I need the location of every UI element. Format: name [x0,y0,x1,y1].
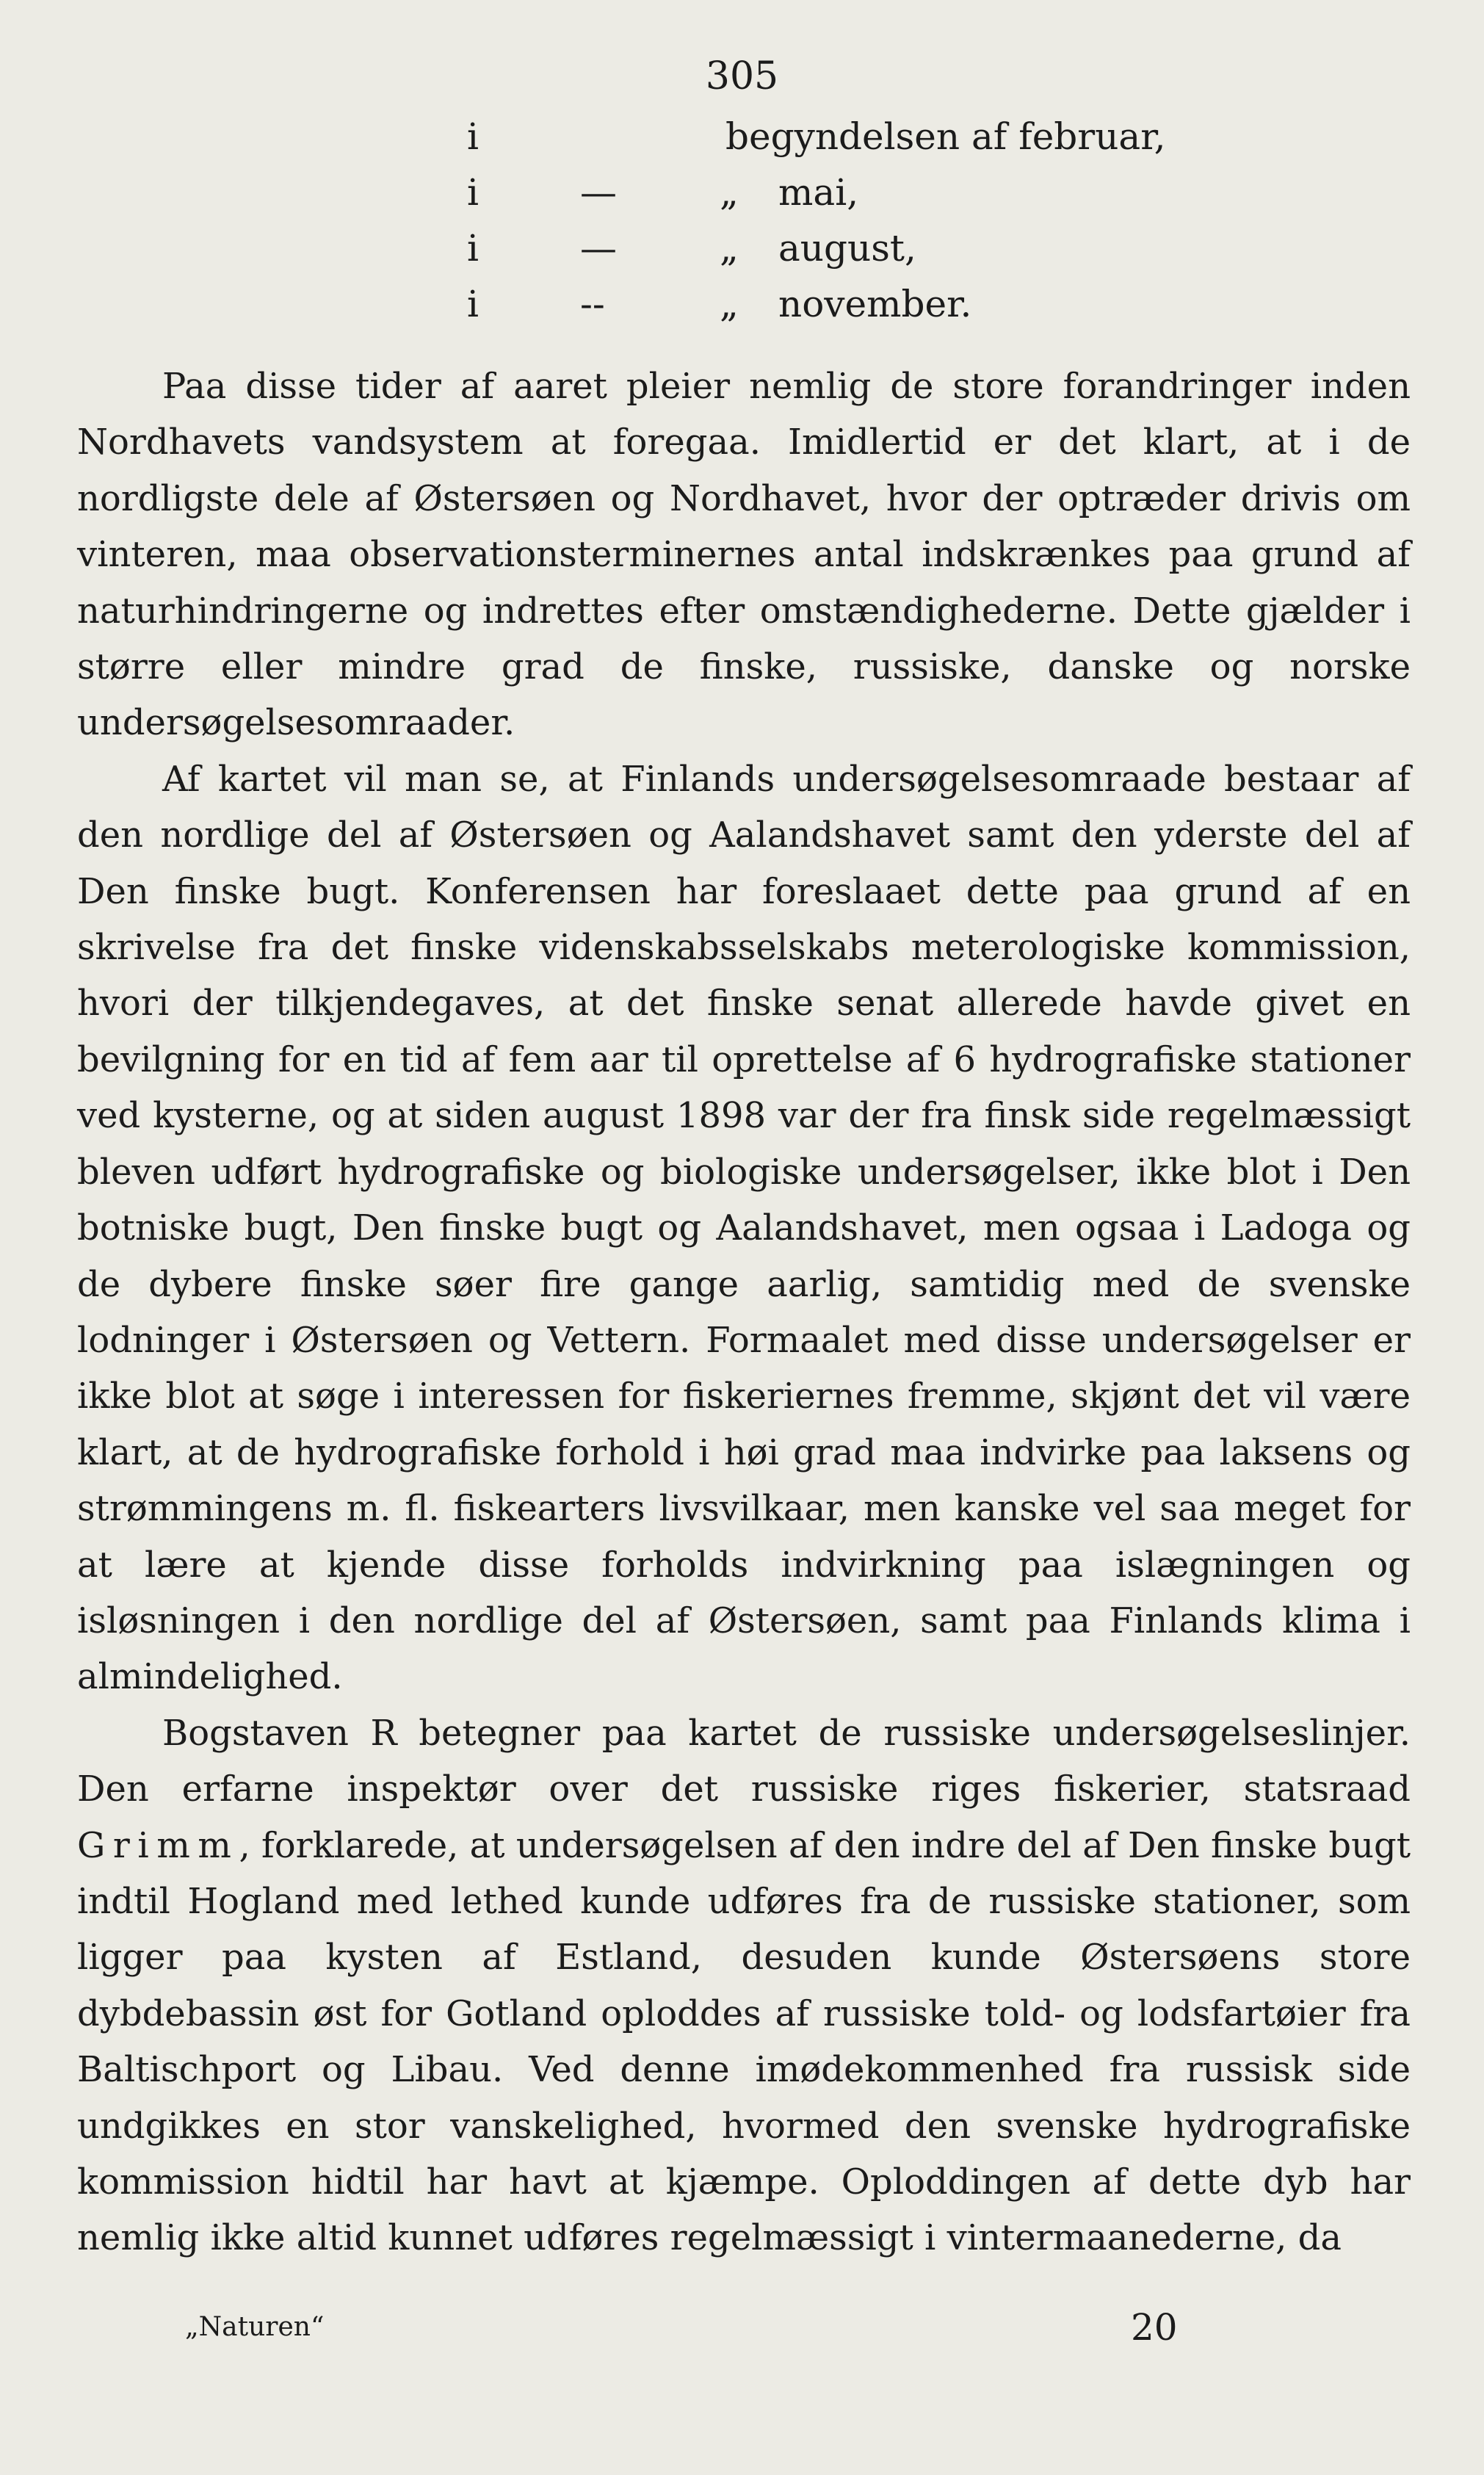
list-prefix: i [467,171,479,214]
list-dash: -- [580,283,605,325]
list-row [0,109,1484,165]
month-list [0,109,1484,332]
page-footer [0,2306,1484,2357]
paragraph [77,358,1411,751]
list-row [0,220,1484,276]
list-prefix: i [467,227,479,270]
list-dash: — [580,227,617,270]
sheet-number: 20 [1131,2306,1178,2349]
paragraph-text: Paa disse tider af aaret pleier nemlig de store forandringer inden Nordhavets vandsystem at foregaa. Imidlertid er det klart, at i de nordligste dele af Østersøen og Nordhavet, hvor der optræder drivis om vinteren, maa observationsterminernes antal indskrænkes paa grund af naturhindringerne og indrettes efter omstændighederne. Dette gjælder i større eller mindre grad de finske, russiske, danske og norske undersøgelsesomraader. [77,366,1411,744]
paragraph [77,751,1411,1705]
list-prefix: i [467,283,479,325]
ditto-mark: „ [720,171,739,214]
ditto-mark: „ [720,227,739,270]
list-prefix: i [467,115,479,158]
list-month: november. [778,283,972,325]
list-month: august, [778,227,916,270]
paragraph [77,1705,1411,2266]
paragraph-text: Bogstaven R betegner paa kartet de russiske undersøgelseslinjer. Den erfarne inspektør over det russiske riges fiskerier, statsraad [77,1712,1411,1810]
spaced-name: Grimm [77,1824,239,1866]
ditto-mark: „ [720,283,739,325]
list-text: begyndelsen af februar, [725,115,1166,158]
list-row [0,165,1484,220]
list-month: mai, [778,171,859,214]
page-number: 305 [705,54,779,98]
paragraph-text: Af kartet vil man se, at Finlands undersøgelsesomraade bestaar af den nordlige del af Østersøen og Aalandshavet samt den yderste del af Den finske bugt. Konferensen har foreslaaet dette paa grund af en skrivelse fra det finske videnskabsselskabs meterologiske kommission, hvori der tilkjendegaves, at det finske senat allerede havde givet en bevilgning for en tid af fem aar til oprettelse af 6 hydrografiske stationer ved kysterne, og at siden august 1898 var der fra finsk side regelmæssigt bleven udført hydrografiske og biologiske undersøgelser, ikke blot i Den botniske bugt, Den finske bugt og Aalandshavet, men ogsaa i Ladoga og de dybere finske søer fire gange aarlig, samtidig med de svenske lodninger i Østersøen og Vettern. Formaalet med disse undersøgelser er ikke blot at søge i interessen for fiskeriernes fremme, skjønt det vil være klart, at de hydrografiske forhold i høi grad maa indvirke paa laksens og strømmingens m. fl. fiskearters livsvilkaar, men kanske vel saa meget for at lære at kjende disse forholds indvirkning paa islægningen og isløsningen i den nordlige del af Østersøen, samt paa Finlands klima i almindelighed. [77,758,1411,1698]
list-dash: — [580,171,617,214]
journal-name: „Naturen“ [185,2312,325,2342]
paragraph-text: , forklarede, at undersøgelsen af den indre del af Den finske bugt indtil Hogland med lethed kunde udføres fra de russiske stationer, som ligger paa kysten af Estland, desuden kunde Østersøens store dybdebassin øst for Gotland oploddes af russiske told- og lodsfartøier fra Baltischport og Libau. Ved denne imødekommenhed fra russisk side undgikkes en stor vanskelighed, hvormed den svenske hydrografiske kommission hidtil har havt at kjæmpe. Oploddingen af dette dyb har nemlig ikke altid kunnet udføres regelmæssigt i vintermaanederne, da [77,1824,1411,2259]
list-row [0,276,1484,332]
body-text [77,358,1411,2266]
